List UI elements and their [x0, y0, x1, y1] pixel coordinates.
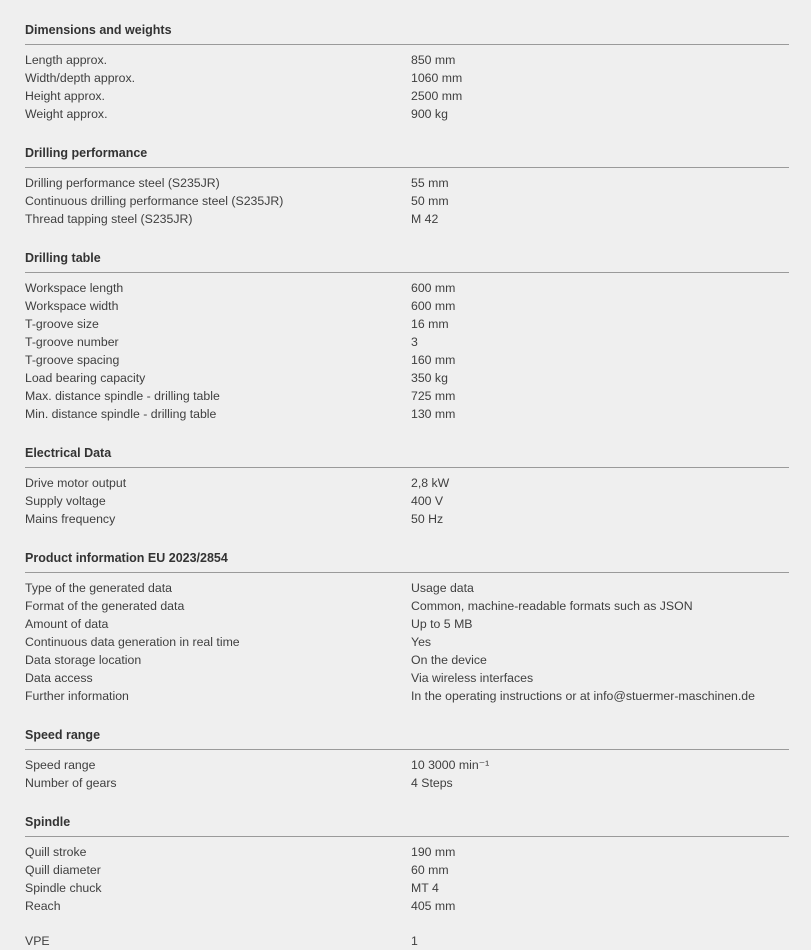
spec-label: Data access [25, 671, 93, 685]
spec-row [25, 297, 789, 315]
spec-row [25, 492, 789, 510]
vpe-row [25, 932, 789, 950]
spec-row [25, 651, 789, 669]
spec-row [25, 843, 789, 861]
section-spindle [25, 792, 789, 915]
spec-value: 190 mm [411, 845, 456, 859]
spec-label: Drilling performance steel (S235JR) [25, 176, 220, 190]
spec-row [25, 756, 789, 774]
spec-row [25, 687, 789, 705]
spec-value: 1060 mm [411, 71, 463, 85]
spec-row [25, 633, 789, 651]
spec-row [25, 861, 789, 879]
spec-value: 50 mm [411, 194, 449, 208]
section-speed-range [25, 705, 789, 792]
spec-row [25, 669, 789, 687]
spec-value: 3 [411, 335, 418, 349]
spec-value: 16 mm [411, 317, 449, 331]
section-drilling-table [25, 228, 789, 423]
spec-label: Quill stroke [25, 845, 87, 859]
spec-value: 600 mm [411, 299, 456, 313]
spec-label: Speed range [25, 758, 96, 772]
spec-row [25, 897, 789, 915]
section-title: Product information EU 2023/2854 [25, 549, 789, 573]
spec-value: 2500 mm [411, 89, 463, 103]
spec-label: Weight approx. [25, 107, 108, 121]
spec-value: 60 mm [411, 863, 449, 877]
section-title: Electrical Data [25, 444, 789, 468]
spec-label: T-groove spacing [25, 353, 120, 367]
spec-value: On the device [411, 653, 487, 667]
spec-label: Reach [25, 899, 61, 913]
spec-value: 850 mm [411, 53, 456, 67]
spec-value: Common, machine-readable formats such as JSON [411, 599, 693, 613]
spec-row [25, 105, 789, 123]
spec-label: Amount of data [25, 617, 109, 631]
section-title: Spindle [25, 813, 789, 837]
spec-row [25, 879, 789, 897]
spec-value: 725 mm [411, 389, 456, 403]
spec-sheet [25, 0, 789, 950]
spec-row [25, 174, 789, 192]
spec-row [25, 315, 789, 333]
spec-row [25, 210, 789, 228]
spec-value: Via wireless interfaces [411, 671, 534, 685]
spec-label: T-groove number [25, 335, 119, 349]
spec-row [25, 774, 789, 792]
spec-row [25, 387, 789, 405]
spec-label: Type of the generated data [25, 581, 172, 595]
spec-value: 900 kg [411, 107, 448, 121]
spec-value: 10 3000 min⁻¹ [411, 758, 490, 772]
spec-label: Continuous data generation in real time [25, 635, 240, 649]
spec-label: Supply voltage [25, 494, 106, 508]
spec-label: Spindle chuck [25, 881, 102, 895]
spec-label: Format of the generated data [25, 599, 185, 613]
spec-value: 405 mm [411, 899, 456, 913]
section-product-information [25, 528, 789, 705]
section-drilling-performance [25, 123, 789, 228]
spec-value: 4 Steps [411, 776, 453, 790]
spec-label: Width/depth approx. [25, 71, 136, 85]
spec-label: Quill diameter [25, 863, 101, 877]
spec-row [25, 474, 789, 492]
spec-label: Number of gears [25, 776, 117, 790]
spec-value: 350 kg [411, 371, 448, 385]
section-electrical-data [25, 423, 789, 528]
section-title: Drilling performance [25, 144, 789, 168]
spec-label: T-groove size [25, 317, 99, 331]
spec-value: 400 V [411, 494, 444, 508]
spec-row [25, 597, 789, 615]
spec-value: Up to 5 MB [411, 617, 473, 631]
spec-row [25, 69, 789, 87]
spec-label: Min. distance spindle - drilling table [25, 407, 217, 421]
spec-value: 160 mm [411, 353, 456, 367]
spec-row [25, 192, 789, 210]
spec-label: Length approx. [25, 53, 108, 67]
spec-label: Height approx. [25, 89, 105, 103]
spec-row [25, 405, 789, 423]
spec-label: Workspace width [25, 299, 119, 313]
vpe-value: 1 [411, 934, 418, 948]
spec-value: 50 Hz [411, 512, 444, 526]
spec-row [25, 87, 789, 105]
spec-value: 600 mm [411, 281, 456, 295]
section-title: Drilling table [25, 249, 789, 273]
section-dimensions-and-weights [25, 0, 789, 123]
spec-row [25, 279, 789, 297]
spec-label: Workspace length [25, 281, 124, 295]
spec-value: 130 mm [411, 407, 456, 421]
spec-row [25, 615, 789, 633]
spec-row [25, 510, 789, 528]
section-title: Dimensions and weights [25, 21, 789, 45]
spec-value: Usage data [411, 581, 474, 595]
spec-value: 2,8 kW [411, 476, 450, 490]
spec-row [25, 333, 789, 351]
spec-row [25, 351, 789, 369]
spec-label: Mains frequency [25, 512, 116, 526]
spec-label: Load bearing capacity [25, 371, 146, 385]
spec-label: Further information [25, 689, 129, 703]
spec-row [25, 579, 789, 597]
spec-value: In the operating instructions or at info@stuermer-maschinen.de [411, 689, 755, 703]
spec-value: MT 4 [411, 881, 439, 895]
spec-label: Continuous drilling performance steel (S235JR) [25, 194, 284, 208]
spec-value: Yes [411, 635, 432, 649]
spec-row [25, 369, 789, 387]
spec-label: Thread tapping steel (S235JR) [25, 212, 193, 226]
spec-value: M 42 [411, 212, 439, 226]
spec-value: 55 mm [411, 176, 449, 190]
spec-label: Data storage location [25, 653, 142, 667]
vpe-label: VPE [25, 934, 50, 948]
spec-row [25, 51, 789, 69]
spec-label: Max. distance spindle - drilling table [25, 389, 220, 403]
section-title: Speed range [25, 726, 789, 750]
spec-label: Drive motor output [25, 476, 127, 490]
